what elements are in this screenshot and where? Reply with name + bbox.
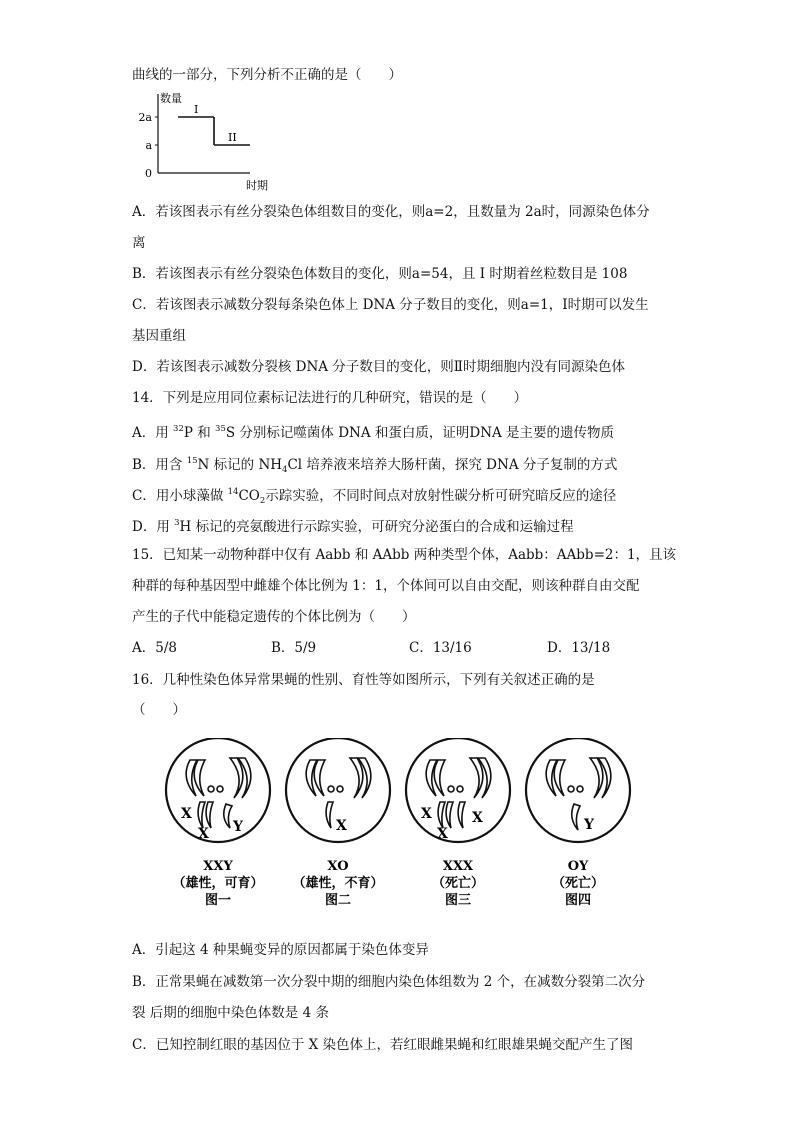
autosome-pair-left [306,760,325,796]
autosome-pair-right [470,758,491,798]
x-axis-label: 时期 [246,179,268,192]
step-chart [130,86,280,196]
figure-caption: 图二 [324,893,352,908]
phenotype-note: （雄性，不育） [292,876,384,891]
cell-figure-2 [286,738,390,908]
q16-stem-line1: 16．几种性染色体异常果蝇的性别、育性等如图所示，下列有关叙述正确的是 [132,672,595,688]
q15-stem-line2: 种群的每种基因型中雌雄个体比例为 1：1，个体间可以自由交配，则该种群自由交配 [132,578,640,594]
sex-chromosomes [198,802,232,828]
q14-option-c: C．用小球藻做 $^{14}CO_2$示踪实验，不同时间点对放射性碳分析可研究暗反应的途径 [132,487,617,506]
segment-label: I [194,103,199,116]
phenotype-note: （死亡） [551,876,605,891]
y-tick-label: 0 [145,167,152,180]
chromosome-label: X [336,818,347,834]
chromosome-label: Y [233,819,243,835]
q13-option-c-line2: 基因重组 [132,328,186,344]
y-tick-label: 2a [138,111,152,124]
sex-chromosomes [438,802,465,828]
q14-option-a: A．用 $^{32}$P 和 $^{35}$S 分别标记噬菌体 DNA 和蛋白质，证明DNA 是主要的遗传物质 [132,424,615,441]
q15-option-a: A．5/8 [132,640,177,656]
fruit-fly-chromosome-figure [160,738,640,913]
dot-chromosomes [568,786,583,792]
q16-stem-line2: （ ） [132,702,186,718]
cell-figure-1 [166,738,270,908]
q15-option-c: C．13/16 [409,640,472,656]
genotype-label: XO [327,859,349,874]
dot-chromosomes [208,786,223,792]
chromosome-label: X [181,806,192,822]
figure-caption: 图三 [444,893,472,908]
q13-option-a-line1: A．若该图表示有丝分裂染色体组数目的变化，则a=2，且数量为 2a时，同源染色体分 [132,204,650,220]
chromosome-label: Y [584,817,594,833]
segment-label: II [228,131,237,144]
chromosome-label: X [437,826,448,842]
genotype-label: XXY [203,859,233,874]
sex-chromosomes [326,802,333,828]
q14-option-b: B．用含 $^{15}$N 标记的 $NH_4Cl$ 培养液来培养大肠杆菌，探究 DNA 分子复制的方式 [132,456,618,475]
q14-option-d: D．用 $^3$H 标记的亮氨酸进行示踪实验，可研究分泌蛋白的合成和运输过程 [132,518,574,535]
genotype-label: OY [567,859,589,874]
cell-figure-3 [406,738,510,908]
dot-chromosomes [448,786,463,792]
cell-figure-4 [526,738,630,908]
sex-chromosomes [572,804,580,830]
autosome-pair-right [590,758,611,798]
phenotype-note: （雄性，可育） [172,876,264,891]
autosome-pair-left [186,760,205,796]
q15-option-b: B．5/9 [271,640,317,656]
q13-option-c-line1: C．若该图表示减数分裂每条染色体上 DNA 分子数目的变化，则a=1，I时期可以发生 [132,297,649,313]
q14-stem: 14．下列是应用同位素标记法进行的几种研究，错误的是（ ） [132,390,528,406]
autosome-pair-right [350,758,371,798]
q13-option-a-line2: 离 [132,235,146,251]
q13-option-b: B．若该图表示有丝分裂染色体数目的变化，则a=54，且 I 时期着丝粒数目是 108 [132,266,628,282]
y-tick-label: a [145,139,152,152]
genotype-label: XXX [442,859,474,874]
q13-stem-tail: 曲线的一部分，下列分析不正确的是（ ） [132,67,402,83]
q15-stem-line3: 产生的子代中能稳定遗传的个体比例为（ ） [132,609,416,625]
q15-option-d: D．13/18 [547,640,611,656]
phenotype-note: （死亡） [431,876,485,891]
autosome-pair-right [230,758,251,798]
q16-option-a: A．引起这 4 种果蝇变异的原因都属于染色体变异 [132,942,429,958]
q16-option-b-line1: B．正常果蝇在减数第一次分裂中期的细胞内染色体组数为 2 个，在减数分裂第二次分 [132,974,646,990]
figure-caption: 图一 [204,893,232,908]
q15-stem-line1: 15．已知某一动物种群中仅有 Aabb 和 AAbb 两种类型个体，Aabb：AAbb=2：1，且该 [132,547,677,563]
q16-option-b-line2: 裂 后期的细胞中染色体数是 4 条 [132,1005,329,1021]
figure-caption: 图四 [564,893,592,908]
chromosome-label: X [472,810,483,826]
y-axis-label: 数量 [160,92,182,105]
chromosome-label: X [421,806,432,822]
chromosome-label: X [198,826,209,842]
autosome-pair-left [426,760,445,796]
dot-chromosomes [328,786,343,792]
q13-option-d: D．若该图表示减数分裂核 DNA 分子数目的变化，则Ⅱ时期细胞内没有同源染色体 [132,359,625,375]
q16-option-c-line1: C．已知控制红眼的基因位于 X 染色体上，若红眼雌果蝇和红眼雄果蝇交配产生了图 [132,1037,634,1053]
autosome-pair-left [546,760,565,796]
